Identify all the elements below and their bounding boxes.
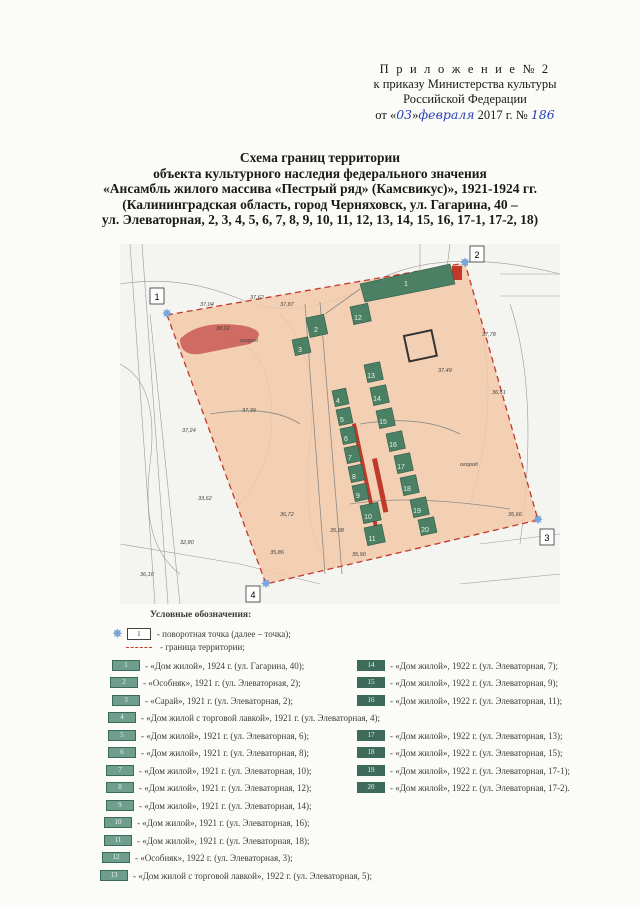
legend-item-2	[110, 677, 301, 688]
legend-item-17	[357, 730, 563, 741]
building-8	[348, 464, 365, 483]
date-year: 2017 г. №	[474, 108, 528, 122]
building-label-1: 1	[404, 281, 408, 288]
legend-item-18	[357, 747, 563, 758]
legend-item-16	[357, 695, 562, 706]
elev-1: 37,04	[200, 302, 214, 308]
title-line-2: объекта культурного наследия федерального значения	[153, 165, 487, 181]
legend-swatch: 10	[104, 817, 132, 828]
title-line-1: Схема границ территории	[239, 150, 401, 165]
legend-item-4	[108, 712, 380, 723]
building-label-15: 15	[379, 419, 387, 426]
building-label-7: 7	[348, 455, 352, 462]
date-prefix: от «	[375, 108, 397, 122]
legend-item-text: - «Сарай», 1921 г. (ул. Элеваторная, 2);	[145, 695, 294, 706]
building-label-3: 3	[298, 347, 302, 354]
elev-13: 32,80	[180, 540, 194, 546]
elev-2: 37,62	[250, 295, 264, 301]
building-label-13: 13	[367, 373, 375, 380]
legend-swatch: 3	[112, 695, 140, 706]
legend-item-text: - «Дом жилой», 1921 г. (ул. Элеваторная, 16);	[137, 817, 310, 828]
building-label-11: 11	[368, 536, 376, 543]
building-label-19: 19	[413, 508, 421, 515]
legend-swatch: 13	[100, 870, 128, 881]
legend-item-text: - «Дом жилой», 1922 г. (ул. Элеваторная, 17-1);	[390, 765, 570, 776]
elev-12: 35,66	[508, 512, 522, 518]
legend-swatch: 9	[106, 800, 134, 811]
legend-item-text: - «Дом жилой», 1921 г. (ул. Элеваторная, 6);	[141, 730, 309, 741]
legend-item-text: - «Дом жилой», 1922 г. (ул. Элеваторная, 9);	[390, 677, 558, 688]
building-7	[344, 445, 361, 464]
label-ogorod-2: огород	[460, 462, 478, 468]
building-label-9: 9	[356, 493, 360, 500]
map-svg	[120, 244, 560, 604]
legend-item-text: - «Дом жилой», 1922 г. (ул. Элеваторная, 7);	[390, 660, 558, 671]
building-label-16: 16	[389, 442, 397, 449]
legend-item-11	[104, 835, 310, 846]
building-6	[340, 426, 357, 445]
legend-item-14	[357, 660, 558, 671]
point-label-2: 2	[474, 250, 480, 260]
legend	[0, 610, 640, 900]
appendix-title: П р и л о ж е н и е № 2	[379, 62, 551, 76]
elev-8: 37,24	[182, 428, 196, 434]
legend-point-text: - поворотная точка (далее – точка);	[156, 629, 291, 639]
legend-item-text: - «Дом жилой», 1922 г. (ул. Элеваторная, 17-2).	[390, 782, 570, 793]
legend-item-6	[108, 747, 309, 758]
building-label-2: 2	[314, 327, 318, 334]
legend-swatch: 17	[357, 730, 385, 741]
document-title	[60, 150, 580, 228]
legend-swatch: 5	[108, 730, 136, 741]
point-star-2: ✸	[459, 255, 471, 270]
legend-item-text: - «Особняк», 1922 г. (ул. Элеваторная, 3);	[135, 852, 293, 863]
legend-item-15	[357, 677, 558, 688]
appendix-order: к приказу Министерства культуры	[373, 77, 557, 91]
legend-swatch: 15	[357, 677, 385, 688]
point-label-1: 1	[154, 292, 160, 302]
legend-border-text: - граница территории;	[160, 642, 245, 652]
title-line-3: «Ансамбль жилого массива «Пестрый ряд» (Камсвикус)», 1921-1924 гг.	[103, 181, 537, 196]
legend-item-text: - «Дом жилой с торговой лавкой», 1921 г. (ул. Элеваторная, 4);	[141, 712, 380, 723]
legend-item-5	[108, 730, 309, 741]
order-number: 186	[530, 107, 555, 122]
legend-item-text: - «Особняк», 1921 г. (ул. Элеваторная, 2);	[143, 677, 301, 688]
dashed-line-icon	[126, 647, 152, 648]
legend-item-19	[357, 765, 570, 776]
legend-swatch: 8	[106, 782, 134, 793]
legend-swatch: 12	[102, 852, 130, 863]
building-label-5: 5	[340, 417, 344, 424]
appendix-block	[335, 62, 595, 123]
legend-point-row	[112, 626, 291, 642]
territory-map	[120, 244, 560, 604]
legend-item-text: - «Дом жилой», 1922 г. (ул. Элеваторная, 11);	[390, 695, 563, 706]
legend-swatch: 16	[357, 695, 385, 706]
legend-item-10	[104, 817, 310, 828]
elev-3: 37,87	[280, 302, 294, 308]
elev-9: 36,72	[280, 512, 294, 518]
legend-item-text: - «Дом жилой», 1921 г. (ул. Элеваторная, 14);	[139, 800, 312, 811]
date-mid: »	[412, 108, 419, 122]
legend-heading: Условные обозначения:	[150, 610, 252, 620]
point-star-1: ✸	[161, 306, 173, 321]
legend-item-text: - «Дом жилой», 1924 г. (ул. Гагарина, 40);	[145, 660, 305, 671]
legend-item-text: - «Дом жилой», 1922 г. (ул. Элеваторная, 13);	[390, 730, 563, 741]
point-star-4: ✸	[260, 576, 272, 591]
elev-16: 33,62	[198, 496, 212, 502]
elev-14: 36,10	[140, 572, 154, 578]
legend-item-text: - «Дом жилой», 1921 г. (ул. Элеваторная, 18);	[137, 835, 310, 846]
appendix-federation: Российской Федерации	[403, 92, 527, 106]
elev-17: 35,98	[330, 528, 344, 534]
legend-swatch: 14	[357, 660, 385, 671]
building-label-6: 6	[344, 436, 348, 443]
legend-item-text: - «Дом жилой», 1921 г. (ул. Элеваторная, 12);	[139, 782, 312, 793]
elev-7: 37,39	[242, 408, 256, 414]
legend-swatch: 4	[108, 712, 136, 723]
title-line-5: ул. Элеваторная, 2, 3, 4, 5, 6, 7, 8, 9, 10, 11, 12, 13, 14, 15, 16, 17-1, 17-2, 18)	[101, 212, 539, 227]
legend-item-text: - «Дом жилой», 1921 г. (ул. Элеваторная, 10);	[139, 765, 312, 776]
building-label-17: 17	[397, 464, 405, 471]
elev-10: 35,86	[270, 550, 284, 556]
date-month: февраля	[418, 107, 475, 122]
elev-11: 35,90	[352, 552, 366, 558]
point-label-4: 4	[250, 590, 256, 600]
building-label-12: 12	[354, 315, 362, 322]
elev-4: 37,78	[482, 332, 496, 338]
legend-point-box: 1	[127, 628, 151, 640]
point-label-3: 3	[544, 533, 550, 543]
legend-item-20	[357, 782, 570, 793]
building-label-10: 10	[364, 514, 372, 521]
point-star-3: ✸	[532, 512, 544, 527]
legend-swatch: 18	[357, 747, 385, 758]
legend-item-text: - «Дом жилой с торговой лавкой», 1922 г. (ул. Элеваторная, 5);	[133, 870, 372, 881]
building-label-18: 18	[403, 486, 411, 493]
building-2	[306, 314, 328, 337]
legend-item-7	[106, 765, 312, 776]
appendix-date-line	[335, 107, 595, 123]
legend-swatch: 19	[357, 765, 385, 776]
building-5	[336, 407, 353, 426]
legend-swatch: 7	[106, 765, 134, 776]
building-label-8: 8	[352, 474, 356, 481]
legend-item-12	[102, 852, 293, 863]
legend-item-1	[112, 660, 304, 671]
legend-swatch: 6	[108, 747, 136, 758]
building-label-20: 20	[421, 527, 429, 534]
building-9	[352, 483, 369, 502]
building-4	[332, 388, 349, 407]
elev-5: 37,49	[438, 368, 452, 374]
legend-item-8	[106, 782, 312, 793]
legend-item-13	[100, 870, 372, 881]
legend-item-text: - «Дом жилой», 1922 г. (ул. Элеваторная, 15);	[390, 747, 563, 758]
legend-swatch: 11	[104, 835, 132, 846]
building-label-14: 14	[373, 396, 381, 403]
legend-item-9	[106, 800, 312, 811]
star-icon: ✸	[112, 626, 123, 641]
title-line-4: (Калининградская область, город Черняховск, ул. Гагарина, 40 –	[122, 196, 518, 212]
elev-6: 38,02	[216, 326, 230, 332]
legend-border-row	[112, 642, 245, 652]
building-label-4: 4	[336, 398, 340, 405]
legend-swatch: 2	[110, 677, 138, 688]
legend-swatch: 1	[112, 660, 140, 671]
legend-item-3	[112, 695, 293, 706]
date-day: 03	[396, 107, 413, 122]
label-ogorod-1: огород	[240, 338, 258, 344]
legend-swatch: 20	[357, 782, 385, 793]
elev-15: 36,51	[492, 390, 506, 396]
legend-item-text: - «Дом жилой», 1921 г. (ул. Элеваторная, 8);	[141, 747, 309, 758]
